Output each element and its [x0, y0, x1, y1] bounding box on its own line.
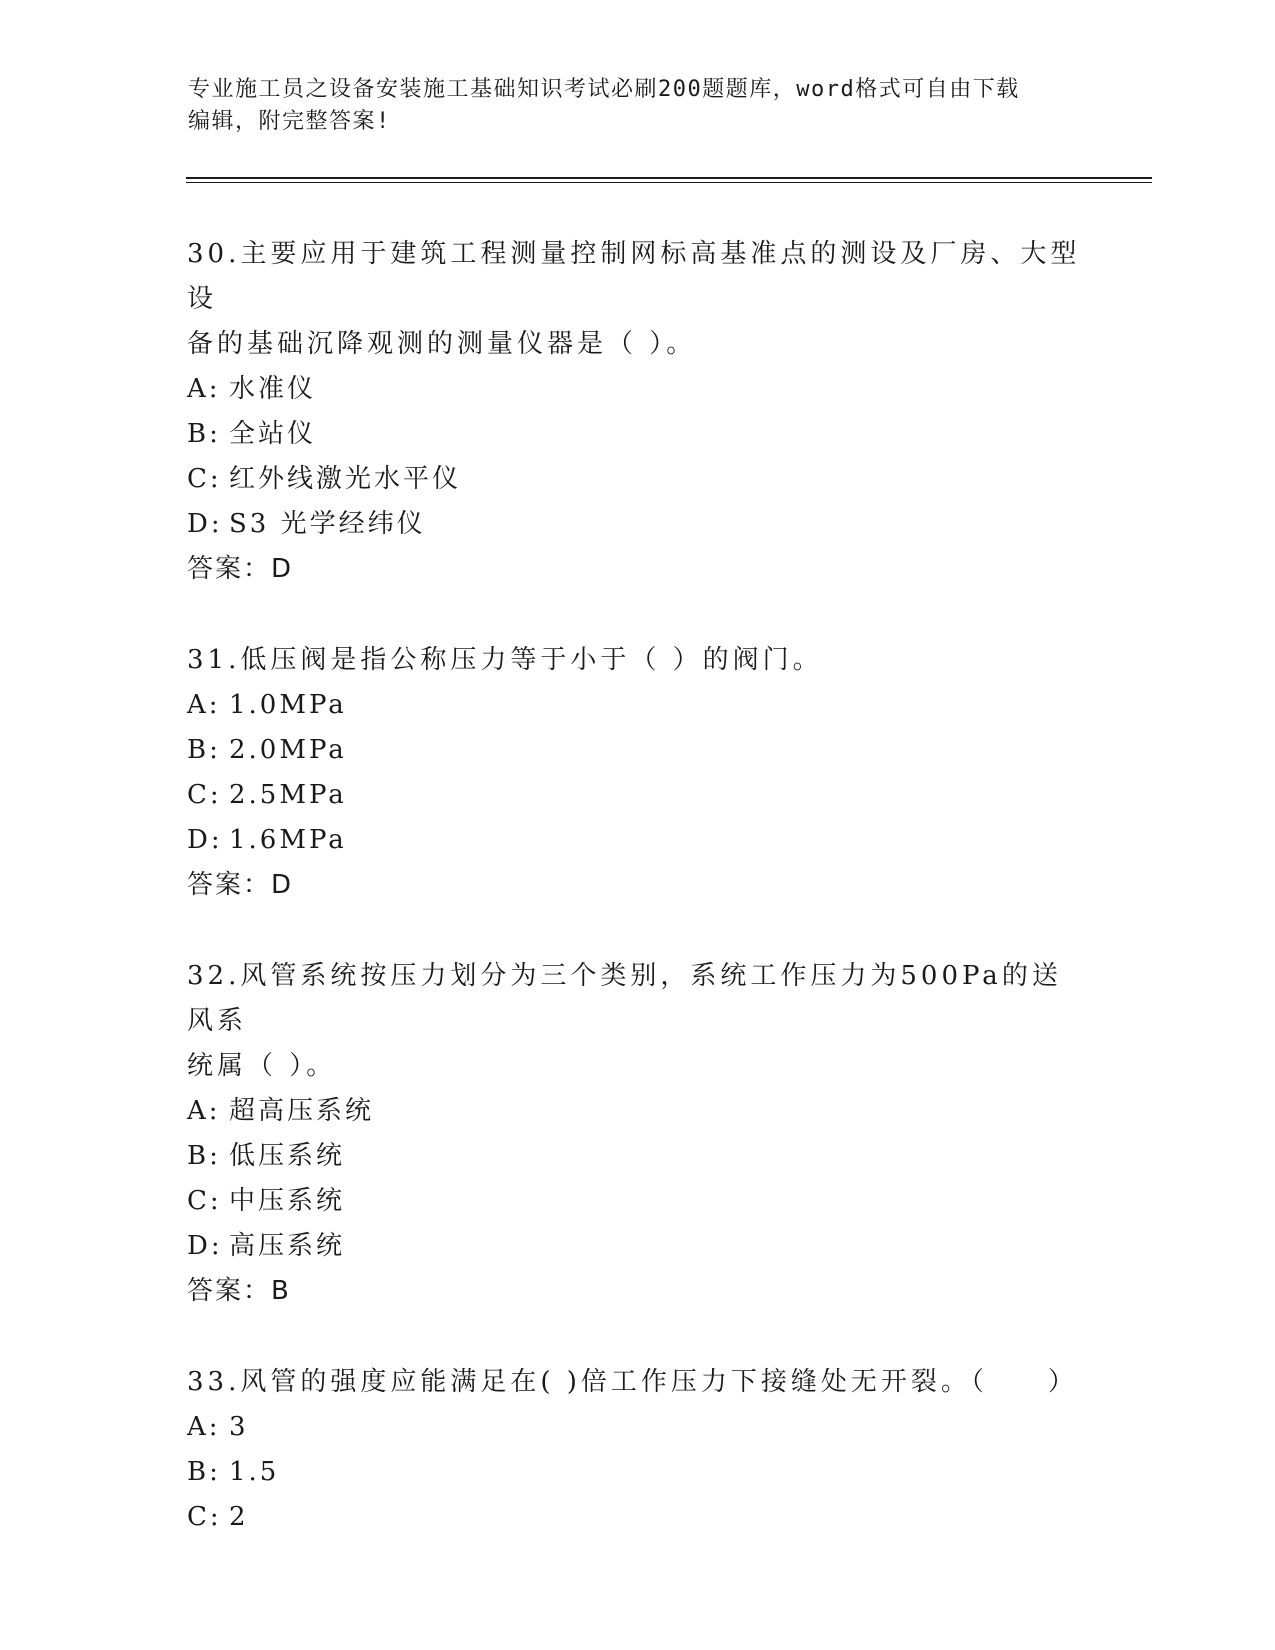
answer: 答案：D [187, 870, 294, 900]
header-line-2: 编辑，附完整答案! [188, 109, 391, 134]
question-text [187, 1360, 1087, 1405]
option-c [187, 1495, 1087, 1540]
header-divider-thick [186, 177, 1152, 179]
option-text: 中压系统 [229, 1186, 346, 1216]
question-line-1: 风管系统按压力划分为三个类别，系统工作压力为500Pa的送风系 [187, 961, 1062, 1036]
option-c [187, 1179, 1087, 1224]
option-key: B: [187, 1457, 221, 1487]
question-line-1: 风管的强度应能满足在( )倍工作压力下接缝处无开裂。（ ） [240, 1367, 1078, 1397]
option-text: 全站仪 [229, 419, 317, 449]
question-line-2: 统属（ ）。 [187, 1051, 337, 1081]
question-30 [187, 232, 1087, 592]
option-b [187, 412, 1087, 457]
option-key: C: [187, 1502, 222, 1532]
header-divider-thin [186, 182, 1152, 183]
option-key: C: [187, 780, 222, 810]
question-line-2: 备的基础沉降观测的测量仪器是（ ）。 [187, 329, 697, 359]
option-b [187, 1450, 1087, 1495]
question-list [187, 232, 1087, 1586]
answer: 答案：B [187, 1276, 291, 1306]
option-key: C: [187, 464, 222, 494]
option-key: A: [187, 690, 221, 720]
option-b [187, 728, 1087, 773]
option-c [187, 773, 1087, 818]
question-number: 31. [187, 645, 241, 675]
option-a [187, 367, 1087, 412]
option-text: S3 光学经纬仪 [229, 509, 426, 539]
header-line-1: 专业施工员之设备安装施工基础知识考试必刷200题题库，word格式可自由下载 [188, 77, 1020, 102]
option-a [187, 1405, 1087, 1450]
option-text: 水准仪 [229, 374, 317, 404]
option-key: A: [187, 1096, 221, 1126]
option-key: B: [187, 419, 221, 449]
option-text: 超高压系统 [229, 1096, 375, 1126]
option-d [187, 818, 1087, 863]
option-key: B: [187, 1141, 221, 1171]
option-key: A: [187, 374, 221, 404]
question-text [187, 954, 1087, 1044]
option-key: D: [187, 509, 223, 539]
option-text: 1.6MPa [229, 825, 347, 855]
option-key: A: [187, 1412, 221, 1442]
option-text: 低压系统 [229, 1141, 346, 1171]
option-text: 红外线激光水平仪 [229, 464, 462, 494]
option-text: 3 [229, 1412, 249, 1442]
question-number: 32. [187, 961, 241, 991]
option-c [187, 457, 1087, 502]
question-text [187, 638, 1087, 683]
option-d [187, 1224, 1087, 1269]
question-number: 33. [187, 1367, 241, 1397]
option-text: 2.5MPa [229, 780, 347, 810]
option-text: 1.5 [229, 1457, 280, 1487]
option-text: 1.0MPa [229, 690, 347, 720]
option-key: D: [187, 1231, 223, 1261]
answer: 答案：D [187, 554, 294, 584]
document-header [188, 74, 1068, 138]
option-a [187, 1089, 1087, 1134]
question-32 [187, 954, 1087, 1314]
question-text [187, 232, 1087, 322]
option-text: 2.0MPa [229, 735, 347, 765]
question-33 [187, 1360, 1087, 1540]
question-line-1: 低压阀是指公称压力等于小于（ ）的阀门。 [240, 645, 823, 675]
option-text: 高压系统 [229, 1231, 346, 1261]
option-a [187, 683, 1087, 728]
option-text: 2 [229, 1502, 249, 1532]
question-31 [187, 638, 1087, 908]
option-d [187, 502, 1087, 547]
option-b [187, 1134, 1087, 1179]
option-key: D: [187, 825, 223, 855]
option-key: C: [187, 1186, 222, 1216]
question-line-1: 主要应用于建筑工程测量控制网标高基准点的测设及厂房、大型设 [187, 239, 1081, 314]
question-number: 30. [187, 239, 241, 269]
option-key: B: [187, 735, 221, 765]
